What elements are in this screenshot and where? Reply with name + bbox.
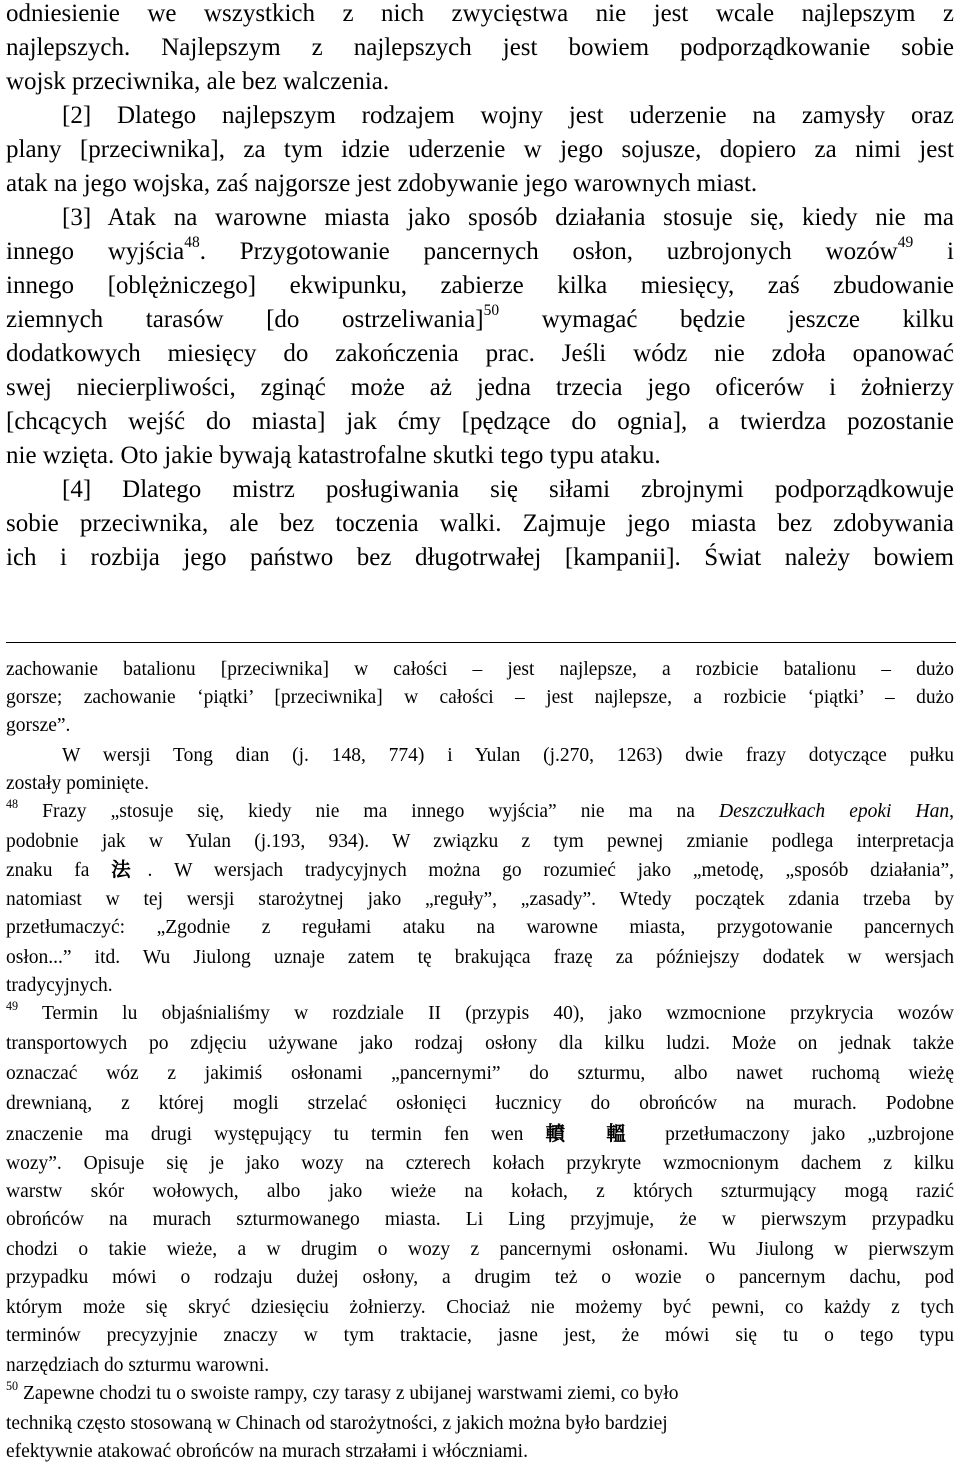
footnote-line: gorsze”. — [6, 715, 71, 736]
footnote-line: zachowanie batalionu [przeciwnika] w całości – jest najlepsze, a rozbicie batalionu – dużo — [6, 659, 954, 680]
main-text-line: ziemnych tarasów [do ostrzeliwania]$^{50}$ wymagać będzie jeszcze kilku — [6, 303, 954, 333]
footnote-line: zostały pominięte. — [6, 773, 149, 794]
footnote-line: wozy”. Opisuje się je jako wozy na czterech kołach przykryte wzmocnionym dachem z kilku — [6, 1153, 954, 1174]
footnote-line: oznaczać wóz z jakimiś osłonami „pancernymi” do szturmu, albo nawet ruchomą wieżę — [6, 1063, 954, 1084]
footnote-ref-49: 49 — [897, 235, 914, 252]
footnote-line: przetłumaczyć: „Zgodnie z regułami ataku na warowne miasta, przygotowanie pancernych — [6, 917, 954, 938]
footnote-line: znaku fa 法. W wersjach tradycyjnych można go rozumieć jako „metodę, „sposób działania”, — [6, 858, 954, 881]
footnote-line: transportowych po zdjęciu używane jako rodzaj osłony dla kilku ludzi. Może on jednak także — [6, 1033, 954, 1054]
footnote-line: znaczenie ma drugi występujący tu termin fen wen 轒 轀 przetłumaczony jako „uzbrojone — [6, 1122, 954, 1145]
main-text-line: swej niecierpliwości, zginąć może aż jedna trzecia jego oficerów i żołnierzy — [6, 374, 954, 401]
main-text-line: nie wzięta. Oto jakie bywają katastrofalne skutki tego typu ataku. — [6, 442, 661, 469]
footnote-separator — [6, 642, 956, 643]
footnote-line: którym może się skryć dziesięciu żołnierzy. Chociaż nie możemy być pewni, co każdy z tych — [6, 1297, 954, 1318]
footnote-50: $^{50}$ Zapewne chodzi tu o swoiste rampy, czy tarasy z ubijanej warstwami ziemi, co było — [6, 1380, 679, 1404]
main-text-line: innego wyjścia$^{48}$. Przygotowanie pancernych osłon, uzbrojonych wozów$^{49}$ i — [6, 235, 954, 265]
footnote-line: podobnie jak w Yulan (j.193, 934). W związku z tym pewnej zmianie podlega interpretacja — [6, 831, 954, 852]
footnote-line: W wersji Tong dian (j. 148, 774) i Yulan (j.270, 1263) dwie frazy dotyczące pułku — [62, 745, 954, 766]
main-text-line: wojsk przeciwnika, ale bez walczenia. — [6, 68, 390, 95]
footnote-line: drewnianą, z której mogli strzelać osłonięci łucznicy do obrońców na murach. Podobne — [6, 1093, 954, 1114]
footnote-number: 48 — [6, 798, 19, 811]
footnote-line: warstw skór wołowych, albo jako wieże na kołach, z których szturmujący mogą razić — [6, 1181, 954, 1202]
cjk-glyph: 法 — [111, 858, 148, 881]
footnote-48: $^{48}$ Frazy „stosuje się, kiedy nie ma innego wyjścia” nie ma na Deszczułkach epoki Han, — [6, 798, 954, 822]
footnote-line: osłon...” itd. Wu Jiulong uznaje zatem tę brakująca frazę za późniejszy dodatek w wersjach — [6, 947, 954, 968]
footnote-line: tradycyjnych. — [6, 975, 113, 996]
footnote-line: narzędziach do szturmu warowni. — [6, 1355, 270, 1376]
footnote-line: obrońców na murach szturmowanego miasta. Li Ling przyjmuje, że w pierwszym przypadku — [6, 1209, 954, 1230]
footnote-49: $^{49}$ Termin lu objaśnialiśmy w rozdziale II (przypis 40), jako wzmocnione przykrycia wozów — [6, 1000, 954, 1024]
main-text-line: [3] Atak na warowne miasta jako sposób działania stosuje się, kiedy nie ma — [62, 204, 954, 231]
main-text-line: [4] Dlatego mistrz posługiwania się siłami zbrojnymi podporządkowuje — [62, 476, 954, 503]
main-text-line: [2] Dlatego najlepszym rodzajem wojny jest uderzenie na zamysły oraz — [62, 102, 954, 129]
footnote-number: 49 — [6, 1000, 19, 1013]
footnote-line: przypadku mówi o rodzaju dużej osłony, a drugim też o wozie o pancernym dachu, pod — [6, 1267, 954, 1288]
footnote-number: 50 — [6, 1380, 19, 1393]
main-text-line: innego [oblężniczego] ekwipunku, zabierze kilka miesięcy, zaś zbudowanie — [6, 272, 954, 299]
main-text-line: odniesienie we wszystkich z nich zwycięstwa nie jest wcale najlepszym z — [6, 0, 954, 27]
footnote-ref-50: 50 — [483, 303, 500, 320]
footnote-ref-48: 48 — [184, 235, 200, 252]
footnote-line: chodzi o takie wieże, a w drugim o wozy z pancernymi osłonami. Wu Jiulong w pierwszym — [6, 1239, 954, 1260]
main-text-line: dodatkowych miesięcy do zakończenia prac. Jeśli wódz nie zdoła opanować — [6, 340, 954, 367]
main-text-line: ich i rozbija jego państwo bez długotrwałej [kampanii]. Świat należy bowiem — [6, 544, 954, 571]
footnote-line: natomiast w tej wersji starożytnej jako „reguły”, „zasady”. Wtedy początek zdania trzeba by — [6, 889, 954, 910]
main-text-line: atak na jego wojska, zaś najgorsze jest zdobywanie jego warownych miast. — [6, 170, 758, 197]
footnote-line: terminów precyzyjnie znaczy w tym traktacie, jasne jest, że mówi się tu o tego typu — [6, 1325, 954, 1346]
main-text-line: plany [przeciwnika], za tym idzie uderzenie w jego sojusze, dopiero za nimi jest — [6, 136, 954, 163]
main-text-line: [chcących wejść do miasta] jak ćmy [pędzące do ognia], a twierdza pozostanie — [6, 408, 954, 435]
main-text-line: sobie przeciwnika, ale bez toczenia walki. Zajmuje jego miasta bez zdobywania — [6, 510, 954, 537]
main-text-line: najlepszych. Najlepszym z najlepszych jest bowiem podporządkowanie sobie — [6, 34, 954, 61]
footnote-line: techniką często stosowaną w Chinach od starożytności, z jakich można było bardziej — [6, 1413, 668, 1434]
footnote-line: efektywnie atakować obrońców na murach strzałami i włóczniami. — [6, 1441, 528, 1462]
footnote-line: gorsze; zachowanie ‘piątki’ [przeciwnika] w całości – jest najlepsze, a rozbicie ‘piątki’ – dużo — [6, 687, 954, 708]
cjk-glyph: 轒 轀 — [545, 1122, 643, 1145]
